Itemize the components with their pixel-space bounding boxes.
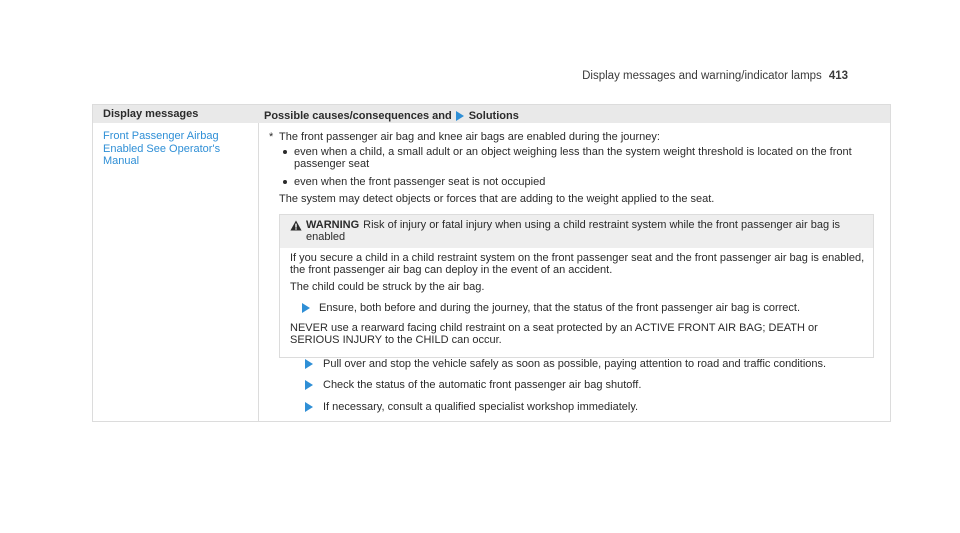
display-message-text: Front Passenger Airbag Enabled See Operator's Manual (103, 130, 221, 167)
footnote-marker: * (269, 131, 274, 143)
footnote (259, 131, 880, 144)
causes-cell (259, 123, 890, 421)
warning-step (290, 302, 865, 315)
arrow-right-icon (305, 402, 313, 412)
solution-step (259, 358, 880, 371)
arrow-right-icon (302, 303, 310, 313)
solution-text: If necessary, consult a qualified specialist workshop immediately. (323, 400, 639, 413)
solution-text: Pull over and stop the vehicle safely as soon as possible, paying attention to road and traffic conditions. (323, 357, 827, 370)
list-item: even when the front passenger seat is not occupied (281, 176, 880, 189)
warning-step-text: Ensure, both before and during the journey, that the status of the front passenger air bag is correct. (319, 302, 801, 314)
bullet-list (281, 146, 880, 189)
message-cell (93, 123, 259, 421)
col-causes-header (259, 105, 519, 123)
system-text: The system may detect objects or forces that are adding to the weight applied to the seat. (279, 193, 715, 205)
table-header (93, 105, 890, 123)
warning-paragraph: NEVER use a rearward facing child restraint on a seat protected by an ACTIVE FRONT AIR BAG; DEATH or SERIOUS INJURY to the CHILD can occur. (290, 321, 818, 346)
arrow-right-icon (456, 111, 464, 121)
list-item: even when a child, a small adult or an object weighing less than the system weight threshold is located on the front passenger seat (281, 146, 880, 171)
solution-step (259, 401, 880, 414)
warning-box (279, 214, 874, 358)
page-header (582, 70, 848, 82)
warning-paragraph: The child could be struck by the air bag. (290, 280, 485, 293)
warning-header (280, 215, 873, 248)
warning-title-text: Risk of injury or fatal injury when using a child restraint system while the front passenger air bag is enabled (306, 218, 841, 243)
warning-icon-wrap (290, 219, 306, 244)
page-number: 413 (828, 70, 848, 82)
col-causes-header-prefix: Possible causes/consequences and (264, 109, 452, 122)
arrow-right-icon (305, 380, 313, 390)
solution-text: Check the status of the automatic front passenger air bag shutoff. (323, 379, 642, 391)
col-causes-header-suffix: Solutions (468, 109, 519, 122)
arrow-right-icon (305, 359, 313, 369)
messages-table (92, 104, 891, 422)
solution-step (259, 379, 880, 392)
footnote-text: The front passenger air bag and knee air bags are enabled during the journey: (279, 131, 660, 143)
table-row (93, 123, 890, 421)
warning-body (280, 248, 873, 357)
warning-triangle-icon (290, 220, 302, 231)
col-display-messages-header: Display messages (103, 108, 199, 120)
header-title: Display messages and warning/indicator lamps (582, 70, 822, 82)
warning-title: WARNING (306, 218, 360, 231)
warning-paragraph: If you secure a child in a child restraint system on the front passenger seat and the front passenger air bag is enabled, the front passenger air bag can deploy in the event of an accident. (290, 251, 865, 276)
